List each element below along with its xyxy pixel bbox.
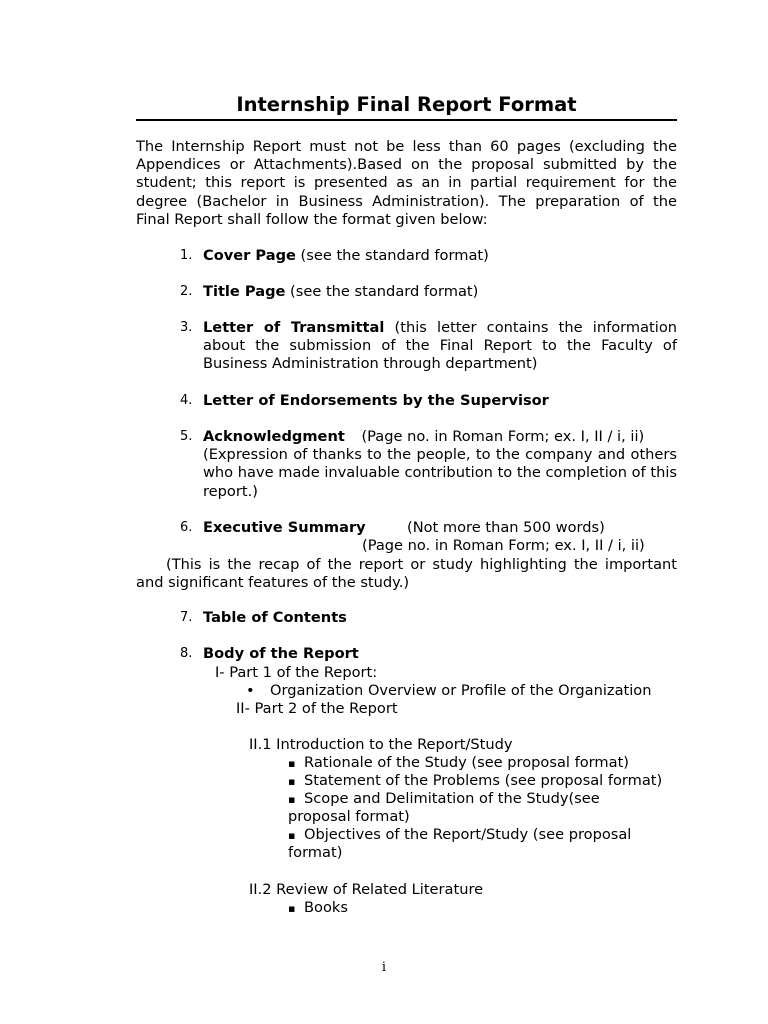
item-number: 8. bbox=[180, 646, 193, 661]
outline-section-ii1: II.1 Introduction to the Report/Study bbox=[249, 736, 513, 753]
item-heading: Cover Page bbox=[203, 247, 296, 264]
title-underline bbox=[136, 119, 677, 121]
bullet-icon: • bbox=[246, 682, 255, 699]
outline-bullet bbox=[288, 772, 662, 791]
outline-section-ii2: II.2 Review of Related Literature bbox=[249, 881, 484, 898]
outline-bullet-text: Scope and Delimitation of the Study(see bbox=[304, 790, 600, 807]
page-number: i bbox=[381, 960, 387, 975]
item-text: (this letter contains the information about the submission of the Final Report to the Faculty of Business Administration through department) bbox=[203, 319, 677, 373]
list-item bbox=[136, 283, 677, 301]
outline-bullet bbox=[246, 682, 651, 700]
outline-bullet-text: Statement of the Problems (see proposal format) bbox=[304, 772, 663, 789]
outline-bullet-text: Objectives of the Report/Study (see proposal bbox=[304, 826, 632, 843]
item-heading: Letter of Endorsements by the Supervisor bbox=[203, 392, 549, 409]
outline-bullet bbox=[288, 754, 629, 773]
intro-paragraph: The Internship Report must not be less than 60 pages (excluding the Appendices or Attachments).Based on the proposal submitted by the student; this report is presented as an in partial requirement for the degree (Bachelor in Business Administration). The preparation of the Final Report shall follow the format given below: bbox=[136, 138, 677, 228]
page-title: Internship Final Report Format bbox=[236, 93, 577, 116]
item-heading: Acknowledgment bbox=[203, 428, 345, 445]
recap-note: (This is the recap of the report or study highlighting the important and significant features of the study.) bbox=[136, 556, 677, 592]
square-bullet-icon: ▪ bbox=[288, 757, 296, 770]
outline-bullet bbox=[288, 790, 600, 809]
outline-bullet-text: Organization Overview or Profile of the Organization bbox=[270, 682, 652, 699]
item-page-note: (Page no. in Roman Form; ex. I, II / i, ii) bbox=[362, 537, 645, 554]
outline-bullet-text: Books bbox=[304, 899, 348, 916]
item-number: 7. bbox=[180, 610, 193, 625]
list-item bbox=[136, 247, 677, 265]
outline-part-2: II- Part 2 of the Report bbox=[236, 700, 398, 717]
list-item bbox=[136, 609, 677, 627]
square-bullet-icon: ▪ bbox=[288, 775, 296, 788]
item-heading: Body of the Report bbox=[203, 645, 359, 662]
list-item bbox=[136, 319, 677, 374]
list-item bbox=[136, 519, 677, 554]
outline-bullet bbox=[288, 899, 348, 918]
item-heading: Title Page bbox=[203, 283, 286, 300]
item-text: (Page no. in Roman Form; ex. I, II / i, ii) bbox=[356, 428, 645, 445]
item-heading: Table of Contents bbox=[203, 609, 347, 626]
square-bullet-icon: ▪ bbox=[288, 902, 296, 915]
outline-part-1: I- Part 1 of the Report: bbox=[215, 664, 378, 681]
item-text: (see the standard format) bbox=[285, 283, 479, 300]
list-item bbox=[136, 428, 677, 501]
item-text: (see the standard format) bbox=[295, 247, 489, 264]
outline-bullet-continuation: proposal format) bbox=[288, 808, 410, 825]
item-number: 3. bbox=[180, 320, 193, 335]
list-item bbox=[136, 645, 677, 663]
square-bullet-icon: ▪ bbox=[288, 793, 296, 806]
item-number: 4. bbox=[180, 393, 193, 408]
outline-bullet bbox=[288, 826, 631, 845]
item-heading: Letter of Transmittal bbox=[203, 319, 385, 336]
item-heading: Executive Summary bbox=[203, 519, 366, 536]
square-bullet-icon: ▪ bbox=[288, 829, 296, 842]
item-number: 1. bbox=[180, 248, 193, 263]
list-item bbox=[136, 392, 677, 410]
item-number: 5. bbox=[180, 429, 193, 444]
item-description: (Expression of thanks to the people, to the company and others who have made invaluable contribution to the completion of this report.) bbox=[203, 446, 677, 500]
item-number: 2. bbox=[180, 284, 193, 299]
outline-bullet-text: Rationale of the Study (see proposal format) bbox=[304, 754, 629, 771]
item-text: (Not more than 500 words) bbox=[407, 519, 605, 536]
item-number: 6. bbox=[180, 520, 193, 535]
outline-bullet-continuation: format) bbox=[288, 844, 343, 861]
